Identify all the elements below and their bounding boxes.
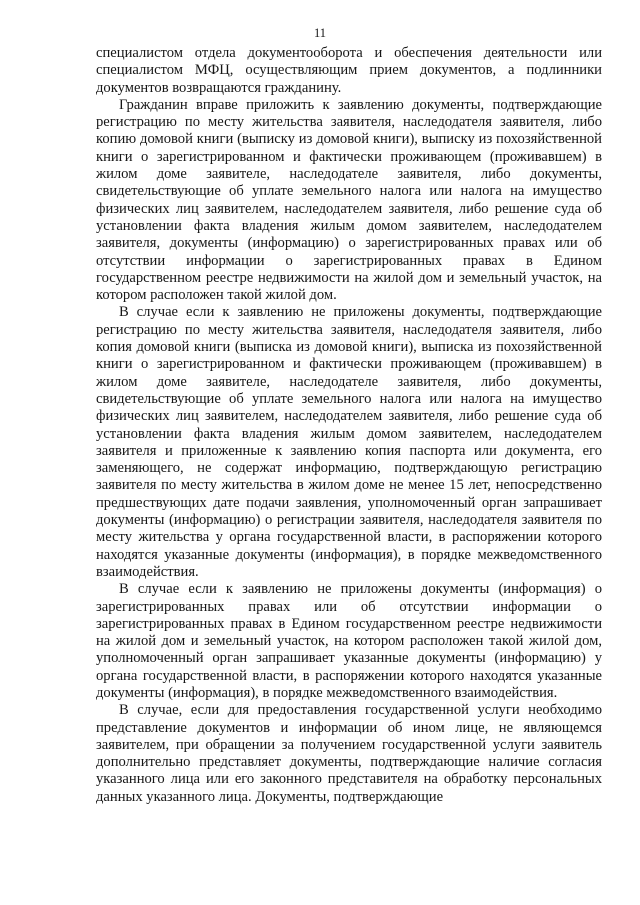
paragraph-2: Гражданин вправе приложить к заявлению документы, подтверждающие регистрацию по месту жительства заявителя, наследодателя заявителя, либо копию домовой книги (выписку из домовой книги), выписку из похозяйственной книги о зарегистрированном и фактически проживающем (проживавшем) в жилом доме заявителе, наследодателе заявителя, либо документы, свидетельствующие об уплате земельного налога или налога на имущество физических лиц заявителем, наследодателем заявителя, либо решение суда об установлении факта владения жилым домом заявителем, наследодателем заявителя, документы (информацию) о зарегистрированных правах или об отсутствии информации о зарегистрированных правах в Едином государственном реестре недвижимости на жилой дом и земельный участок, на котором расположен такой жилой дом. [96, 96, 602, 304]
paragraph-4: В случае если к заявлению не приложены документы (информация) о зарегистрированных правах или об отсутствии информации о зарегистрированных правах в Едином государственном реестре недвижимости на жилой дом и земельный участок, на котором расположен такой жилой дом, уполномоченный орган запрашивает указанные документы (информацию) у органа государственной власти, в распоряжении которого находятся указанные документы (информация), в порядке межведомственного взаимодействия. [96, 581, 602, 701]
paragraph-1: специалистом отдела документооборота и обеспечения деятельности или специалистом МФЦ, осуществляющим прием документов, а подлинники документов возвращаются гражданину. [96, 45, 602, 96]
document-body [96, 45, 602, 806]
page-number: 11 [313, 26, 327, 40]
paragraph-5: В случае, если для предоставления государственной услуги необходимо представление документов и информации об ином лице, не являющемся заявителем, при обращении за получением государственной услуги заявитель дополнительно представляет документы, подтверждающие наличие согласия указанного лица или его законного представителя на обработку персональных данных указанного лица. Документы, подтверждающие [96, 702, 602, 805]
paragraph-3: В случае если к заявлению не приложены документы, подтверждающие регистрацию по месту жительства заявителя, наследодателя заявителя, либо копия домовой книги (выписка из домовой книги), выписка из похозяйственной книги о зарегистрированном и фактически проживающем (проживавшем) в жилом доме заявителе, наследодателе заявителя, либо документы, свидетельствующие об уплате земельного налога или налога на имущество физических лиц заявителем, наследодателем заявителя, либо решение суда об установлении факта владения жилым домом заявителем, наследодателем заявителя и приложенные к заявлению копия паспорта или документа, его заменяющего, не содержат информацию, подтверждающую регистрацию заявителя по месту жительства в жилом доме не менее 15 лет, непосредственно предшествующих дате подачи заявления, уполномоченный орган запрашивает документы (информацию) о регистрации заявителя, наследодателя заявителя по месту жительства у органа государственной власти, в распоряжении которого находятся указанные документы (информация), в порядке межведомственного взаимодействия. [96, 304, 602, 580]
